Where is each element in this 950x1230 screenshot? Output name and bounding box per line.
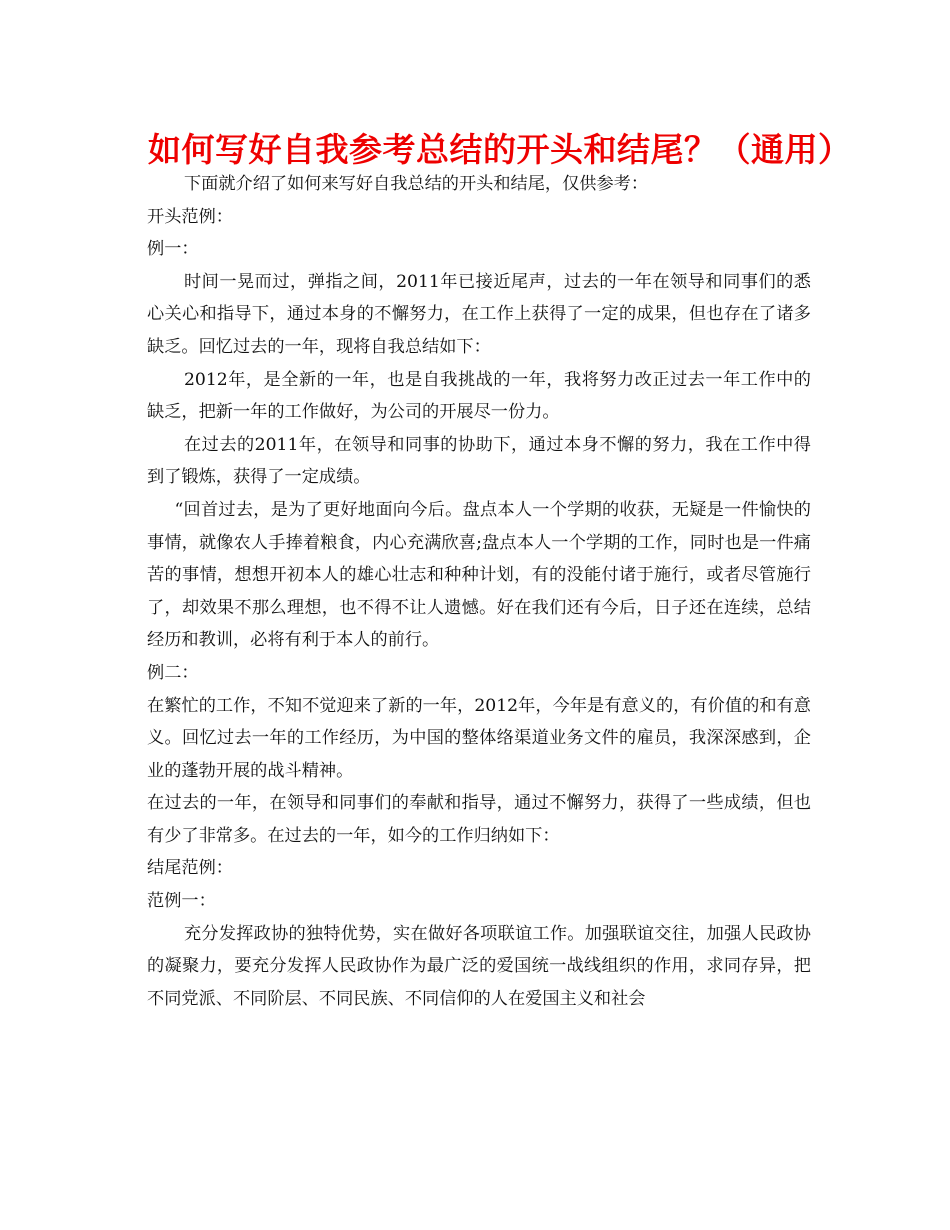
document-body <box>147 168 811 1015</box>
example1-label: 例一： <box>147 239 199 260</box>
example2-paragraph-1: 在繁忙的工作，不知不觉迎来了新的一年，2012年，今年是有意义的，有价值的和有意义。回忆过去一年的工作经历，为中国的整体络渠道业务文件的雇员，我深深感到，企业的蓬勃开展的战斗精神。 <box>147 695 811 781</box>
example2-label: 例二： <box>147 662 199 683</box>
example2-paragraph-2: 在过去的一年，在领导和同事们的奉献和指导，通过不懈努力，获得了一些成绩，但也有少了非常多。在过去的一年，如今的工作归纳如下： <box>147 793 811 846</box>
closing-example1-paragraph-1: 充分发挥政协的独特优势，实在做好各项联谊工作。加强联谊交往，加强人民政协的凝聚力，要充分发挥人民政协作为最广泛的爱国统一战线组织的作用，求同存异，把不同党派、不同阶层、不同民族、不同信仰的人在爱国主义和社会 <box>147 923 811 1009</box>
closing-examples-heading: 结尾范例： <box>147 858 233 879</box>
example1-paragraph-1: 时间一晃而过，弹指之间，2011年已接近尾声，过去的一年在领导和同事们的悉心关心和指导下，通过本身的不懈努力，在工作上获得了一定的成果，但也存在了诸多缺乏。回忆过去的一年，现将自我总结如下： <box>147 271 811 357</box>
opening-examples-heading: 开头范例： <box>147 206 233 227</box>
example1-paragraph-2: 2012年，是全新的一年，也是自我挑战的一年，我将努力改正过去一年工作中的缺乏，把新一年的工作做好，为公司的开展尽一份力。 <box>147 369 811 423</box>
example1-paragraph-3: 在过去的2011年，在领导和同事的协助下，通过本身不懈的努力，我在工作中得到了锻炼，获得了一定成绩。 <box>147 434 811 488</box>
intro-paragraph: 下面就介绍了如何来写好自我总结的开头和结尾，仅供参考： <box>183 174 649 194</box>
closing-example1-label: 范例一： <box>147 891 216 912</box>
example1-paragraph-4: “回首过去，是为了更好地面向今后。盘点本人一个学期的收获，无疑是一件愉快的事情，就像农人手捧着粮食，内心充满欣喜;盘点本人一个学期的工作，同时也是一件痛苦的事情，想想开初本人的雄心壮志和种种计划，有的没能付诸于施行，或者尽管施行了，却效果不那么理想，也不得不让人遗憾。好在我们还有今后，日子还在连续，总结经历和教训，必将有利于本人的前行。 <box>147 499 811 651</box>
document-title: 如何写好自我参考总结的开头和结尾？（通用） <box>148 130 852 169</box>
